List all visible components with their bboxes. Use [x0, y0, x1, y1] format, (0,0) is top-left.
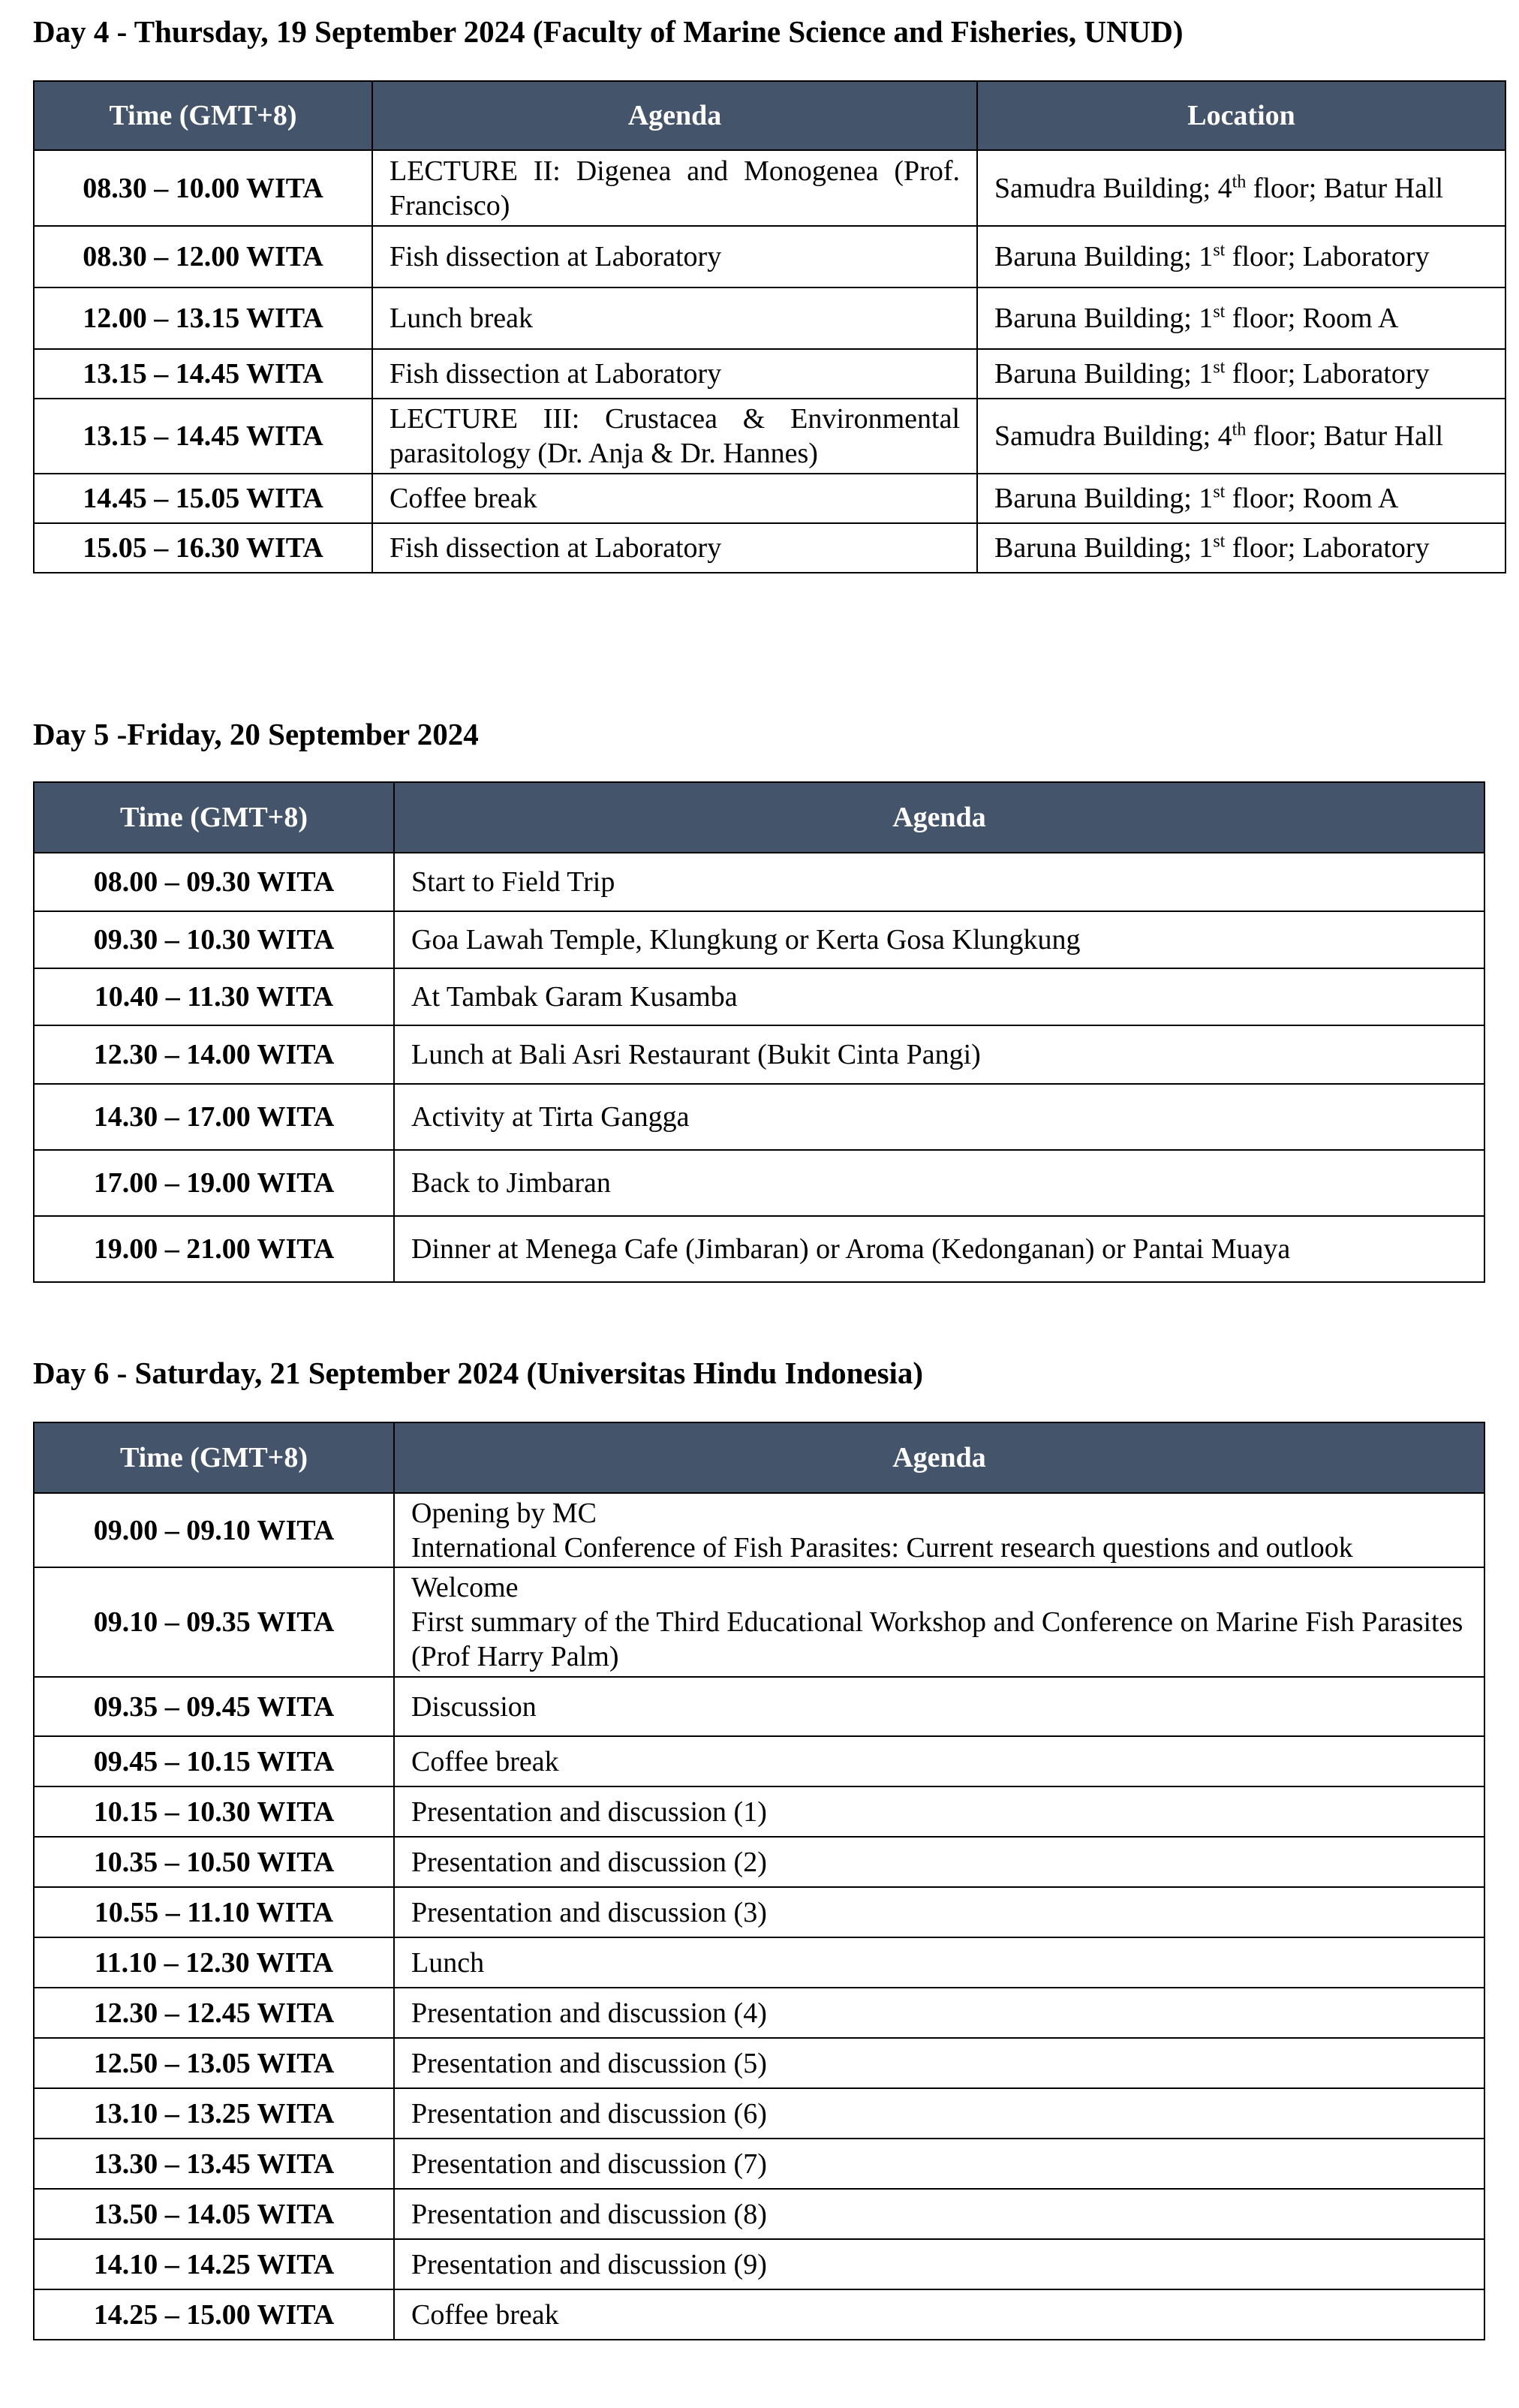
table-row — [34, 150, 1505, 226]
time-cell: 09.30 – 10.30 WITA — [34, 911, 394, 968]
table-row — [34, 349, 1505, 399]
time-cell: 15.05 – 16.30 WITA — [34, 523, 372, 573]
agenda-cell: Presentation and discussion (5) — [394, 2038, 1484, 2088]
agenda-cell: Goa Lawah Temple, Klungkung or Kerta Gosa Klungkung — [394, 911, 1484, 968]
time-cell: 13.10 – 13.25 WITA — [34, 2088, 394, 2139]
agenda-cell: Presentation and discussion (4) — [394, 1988, 1484, 2038]
table-row — [34, 474, 1505, 523]
table-row — [34, 968, 1484, 1025]
time-cell: 09.10 – 09.35 WITA — [34, 1567, 394, 1677]
agenda-cell: LECTURE III: Crustacea & Environmental parasitology (Dr. Anja & Dr. Hannes) — [372, 399, 977, 474]
time-cell: 13.50 – 14.05 WITA — [34, 2189, 394, 2239]
agenda-cell: Presentation and discussion (6) — [394, 2088, 1484, 2139]
location-cell: Baruna Building; 1st floor; Room A — [977, 287, 1505, 349]
table-row — [34, 1084, 1484, 1150]
agenda-cell: Dinner at Menega Cafe (Jimbaran) or Aroma (Kedonganan) or Pantai Muaya — [394, 1216, 1484, 1282]
agenda-cell: Lunch at Bali Asri Restaurant (Bukit Cinta Pangi) — [394, 1025, 1484, 1084]
table-row — [34, 1150, 1484, 1216]
day5-table — [33, 781, 1485, 1283]
agenda-column-header: Agenda — [394, 782, 1484, 853]
agenda-cell: Presentation and discussion (1) — [394, 1786, 1484, 1837]
agenda-column-header: Agenda — [372, 81, 977, 150]
time-cell: 12.30 – 12.45 WITA — [34, 1988, 394, 2038]
table-row — [34, 287, 1505, 349]
agenda-line: First summary of the Third Educational Workshop and Conference on Marine Fish Parasites (Prof Harry Palm) — [411, 1606, 1463, 1672]
agenda-column-header: Agenda — [394, 1422, 1484, 1493]
day6-table — [33, 1422, 1485, 2340]
time-column-header: Time (GMT+8) — [34, 782, 394, 853]
agenda-cell: Fish dissection at Laboratory — [372, 226, 977, 287]
agenda-line: Opening by MC — [411, 1497, 597, 1529]
time-cell: 12.00 – 13.15 WITA — [34, 287, 372, 349]
agenda-cell: At Tambak Garam Kusamba — [394, 968, 1484, 1025]
location-cell: Baruna Building; 1st floor; Room A — [977, 474, 1505, 523]
day4-title: Day 4 - Thursday, 19 September 2024 (Faculty of Marine Science and Fisheries, UNUD) — [33, 14, 1184, 49]
time-cell: 08.30 – 10.00 WITA — [34, 150, 372, 226]
location-cell: Samudra Building; 4th floor; Batur Hall — [977, 399, 1505, 474]
table-row — [34, 2038, 1484, 2088]
day5-title: Day 5 -Friday, 20 September 2024 — [33, 717, 479, 751]
table-row — [34, 1937, 1484, 1988]
agenda-cell: Start to Field Trip — [394, 853, 1484, 911]
agenda-cell: Fish dissection at Laboratory — [372, 523, 977, 573]
agenda-cell: Coffee break — [372, 474, 977, 523]
location-column-header: Location — [977, 81, 1505, 150]
table-row — [34, 2289, 1484, 2340]
agenda-cell: Fish dissection at Laboratory — [372, 349, 977, 399]
table-row — [34, 911, 1484, 968]
agenda-cell: Lunch break — [372, 287, 977, 349]
location-cell: Baruna Building; 1st floor; Laboratory — [977, 226, 1505, 287]
agenda-cell — [394, 1493, 1484, 1567]
table-row — [34, 1736, 1484, 1786]
time-cell: 09.45 – 10.15 WITA — [34, 1736, 394, 1786]
agenda-cell: Coffee break — [394, 2289, 1484, 2340]
time-cell: 10.55 – 11.10 WITA — [34, 1887, 394, 1937]
agenda-cell: Presentation and discussion (2) — [394, 1837, 1484, 1887]
agenda-cell: Back to Jimbaran — [394, 1150, 1484, 1216]
time-cell: 14.25 – 15.00 WITA — [34, 2289, 394, 2340]
time-cell: 17.00 – 19.00 WITA — [34, 1150, 394, 1216]
table-header-row — [34, 81, 1505, 150]
agenda-cell: Activity at Tirta Gangga — [394, 1084, 1484, 1150]
time-cell: 19.00 – 21.00 WITA — [34, 1216, 394, 1282]
time-cell: 08.30 – 12.00 WITA — [34, 226, 372, 287]
time-column-header: Time (GMT+8) — [34, 81, 372, 150]
location-cell: Baruna Building; 1st floor; Laboratory — [977, 523, 1505, 573]
table-header-row — [34, 1422, 1484, 1493]
table-row — [34, 2189, 1484, 2239]
agenda-cell: Presentation and discussion (3) — [394, 1887, 1484, 1937]
time-cell: 12.50 – 13.05 WITA — [34, 2038, 394, 2088]
time-cell: 08.00 – 09.30 WITA — [34, 853, 394, 911]
table-row — [34, 523, 1505, 573]
table-row — [34, 1493, 1484, 1567]
table-row — [34, 853, 1484, 911]
time-cell: 14.10 – 14.25 WITA — [34, 2239, 394, 2289]
time-cell: 09.00 – 09.10 WITA — [34, 1493, 394, 1567]
agenda-cell: Presentation and discussion (7) — [394, 2139, 1484, 2189]
agenda-cell: Lunch — [394, 1937, 1484, 1988]
time-cell: 10.40 – 11.30 WITA — [34, 968, 394, 1025]
table-row — [34, 1216, 1484, 1282]
table-row — [34, 1887, 1484, 1937]
agenda-cell — [394, 1567, 1484, 1677]
table-row — [34, 2139, 1484, 2189]
agenda-cell: Discussion — [394, 1677, 1484, 1736]
time-cell: 10.15 – 10.30 WITA — [34, 1786, 394, 1837]
table-row — [34, 1567, 1484, 1677]
agenda-cell: Presentation and discussion (8) — [394, 2189, 1484, 2239]
time-column-header: Time (GMT+8) — [34, 1422, 394, 1493]
time-cell: 10.35 – 10.50 WITA — [34, 1837, 394, 1887]
day6-title: Day 6 - Saturday, 21 September 2024 (Universitas Hindu Indonesia) — [33, 1356, 924, 1390]
location-cell: Baruna Building; 1st floor; Laboratory — [977, 349, 1505, 399]
table-row — [34, 1988, 1484, 2038]
time-cell: 09.35 – 09.45 WITA — [34, 1677, 394, 1736]
agenda-cell: LECTURE II: Digenea and Monogenea (Prof. Francisco) — [372, 150, 977, 226]
time-cell: 11.10 – 12.30 WITA — [34, 1937, 394, 1988]
table-row — [34, 1677, 1484, 1736]
agenda-cell: Coffee break — [394, 1736, 1484, 1786]
time-cell: 14.45 – 15.05 WITA — [34, 474, 372, 523]
table-row — [34, 1837, 1484, 1887]
day4-table — [33, 80, 1506, 573]
table-row — [34, 1786, 1484, 1837]
table-row — [34, 2088, 1484, 2139]
agenda-line: Welcome — [411, 1572, 519, 1603]
time-cell: 14.30 – 17.00 WITA — [34, 1084, 394, 1150]
table-row — [34, 1025, 1484, 1084]
agenda-cell: Presentation and discussion (9) — [394, 2239, 1484, 2289]
time-cell: 13.15 – 14.45 WITA — [34, 399, 372, 474]
table-row — [34, 226, 1505, 287]
agenda-line: International Conference of Fish Parasites: Current research questions and outlook — [411, 1531, 1353, 1564]
location-cell: Samudra Building; 4th floor; Batur Hall — [977, 150, 1505, 226]
time-cell: 13.15 – 14.45 WITA — [34, 349, 372, 399]
table-row — [34, 2239, 1484, 2289]
time-cell: 13.30 – 13.45 WITA — [34, 2139, 394, 2189]
table-row — [34, 399, 1505, 474]
time-cell: 12.30 – 14.00 WITA — [34, 1025, 394, 1084]
table-header-row — [34, 782, 1484, 853]
